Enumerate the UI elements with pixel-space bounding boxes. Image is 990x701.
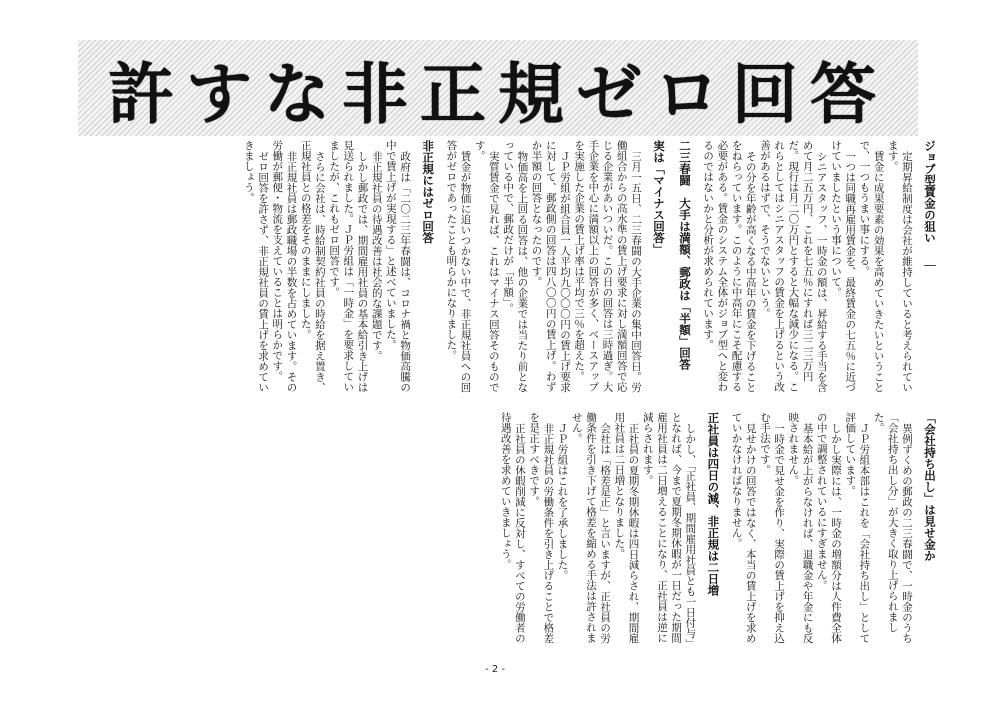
section-heading-company-contribution: 「会社持ち出し」は見せ金か (923, 412, 937, 562)
paragraph: 基本給が上がらなければ、退職金や年金にも反映されません。 (787, 412, 814, 643)
paragraph: その分を年齢が高くなる中高年の賃金を下げることをねらっています。このように中高年にこそ配慮する必要がある。賃金のシステム全体がジョブ型へと変わるのではないかと分析が求められています。 (702, 140, 757, 392)
paragraph: 正社員の休暇削減に反対し、すべての労働者の待遇改善を求めていきましょう。 (499, 412, 526, 643)
section-heading-shunto: 二三春闘 大手は満額、郵政は「半額」回答 (677, 140, 692, 370)
paragraph: 実質賃金で見れば、これはマイナス回答そのものです。 (473, 140, 500, 392)
paragraph: 非正規社員は郵政職場の半数を占めています。その労働が郵便・物流を支えていることは明らかです。 (271, 140, 298, 392)
section-body-company-contribution (729, 412, 914, 652)
title-banner (78, 40, 918, 136)
paragraph: しかし実際には、一時金の増額分は人件費全体の中で調整されているにすぎません。 (815, 412, 842, 643)
section-body-non-regular-zero (242, 140, 412, 398)
paragraph: ＪＰ労組が組合員一人平均九〇〇〇円の賃上げ要求に対して、郵政側の回答は四八〇〇円の賃上げ。わずか半額の回答となったのです。 (530, 140, 571, 392)
paragraph: 定期昇給制度は会社が維持していると考えられています。 (886, 140, 913, 392)
paragraph: 政府は「二〇二三年春闘は、コロナ禍と物価高騰の中で賃上げが実現する」と述べていました。 (384, 140, 412, 392)
paragraph: 物価高を上回る回答は、他の企業では当たり前となっている中で、郵政だけが「半額」。 (502, 140, 529, 392)
article-band-upper (96, 140, 946, 398)
paragraph: 異例ずくめの郵政の二三春闘で、一時金のうち「会社持ち出し分」が大きく取り上げられました。 (872, 412, 913, 643)
section-subheading-minus-answer: 実は「マイナス回答」 (651, 140, 666, 255)
paragraph: 会社は「格差是正」と言いますが、正社員の労働条件を引き下げて格差を縮める手法は許されません。 (570, 412, 612, 643)
paragraph: ゼロ回答を許さず、非正規社員の賃上げを求めていきましょう。 (242, 140, 270, 392)
paragraph: 一つは同職再雇用賃金を、最終賃金の七五％に近づけていましたという事について。 (829, 140, 857, 392)
paragraph: さらに会社は、時給制契約社員の時給を据え置き、正規社員との格差をそのままにしました。 (299, 140, 326, 392)
paragraph: 非正規社員の労働条件を引き上げることで格差を是正すべきです。 (528, 412, 555, 643)
page-number: - 2 - (485, 664, 505, 675)
section-heading-job-type-wage: ジョブ型賃金の狙い ― (920, 140, 940, 398)
article-band-lower (96, 412, 946, 652)
page-title: 許すな非正規ゼロ回答 (108, 55, 888, 133)
paragraph: 三月一五日、二三春闘の大手企業の集中回答日。労働組合からの高水準の賃上げ要求に対し満額回答で応じる企業があいついだ。この日の回答は三時過ぎ。大手企業を中心に満額以上の回答が多く、ベースアップを実施した企業の賃上げ率は平均で三％を超えた。 (573, 140, 642, 392)
paragraph: 非正規社員の待遇改善は社会的な課題です。 (370, 150, 383, 361)
paragraph: 賃金が物価に追いつかない中で、非正規社員への回答がゼロであったことも明らかになりました。 (445, 140, 472, 392)
paragraph: 見せかけの回答ではなく、本当の賃上げを求めていかなければなりません。 (730, 412, 757, 643)
section-heading-non-regular-zero: 非正規にはゼロ回答 (421, 140, 436, 244)
paragraph: 一時金で見せ金を作り、実際の賃上げを抑え込む手法です。 (758, 412, 786, 643)
paragraph: しかし郵政では、期間雇用社員の基本給引き上げは見送られました。ＪＰ労組は「一時金」を要求していましたが、これもゼロ回答です。 (328, 140, 369, 392)
paragraph: しかし、「正社員、期間雇用社員とも一日付与」となれば、今まで夏期冬期休暇が一日だった期間雇用社員は二日増えることになり、正社員は逆に減らされます。 (641, 412, 697, 649)
paragraph: ＪＰ労組本部はこれを「会社持ち出し」として評価しています。 (844, 412, 871, 643)
section-body-job-type-wage (701, 140, 914, 398)
section-body-shunto (444, 140, 643, 398)
section-heading-vacation-days: 正社員は四日の減、非正規は二日増 (706, 412, 721, 596)
paragraph: ＪＰ労組はこれを了承しました。 (556, 422, 569, 580)
paragraph: 正社員の夏期冬期休暇は四日減らされ、期間雇用社員は二日増となりました。 (613, 412, 640, 643)
section-body-vacation-days (499, 412, 698, 652)
paragraph: シニアスタッフ、一時金の額は、昇給する手当を含めて月二五万円、これを七五％にすれば三二三万円だ。現行は月二〇万円とすると大幅な減少になる。これらとしてはシニアスタッフの賃金を上げるという改善があるはずで、そうでないという。 (758, 140, 828, 392)
paragraph: 賃金に成果要素の効果を高めていきたいということで、一つもうまい事にする。 (858, 140, 885, 392)
